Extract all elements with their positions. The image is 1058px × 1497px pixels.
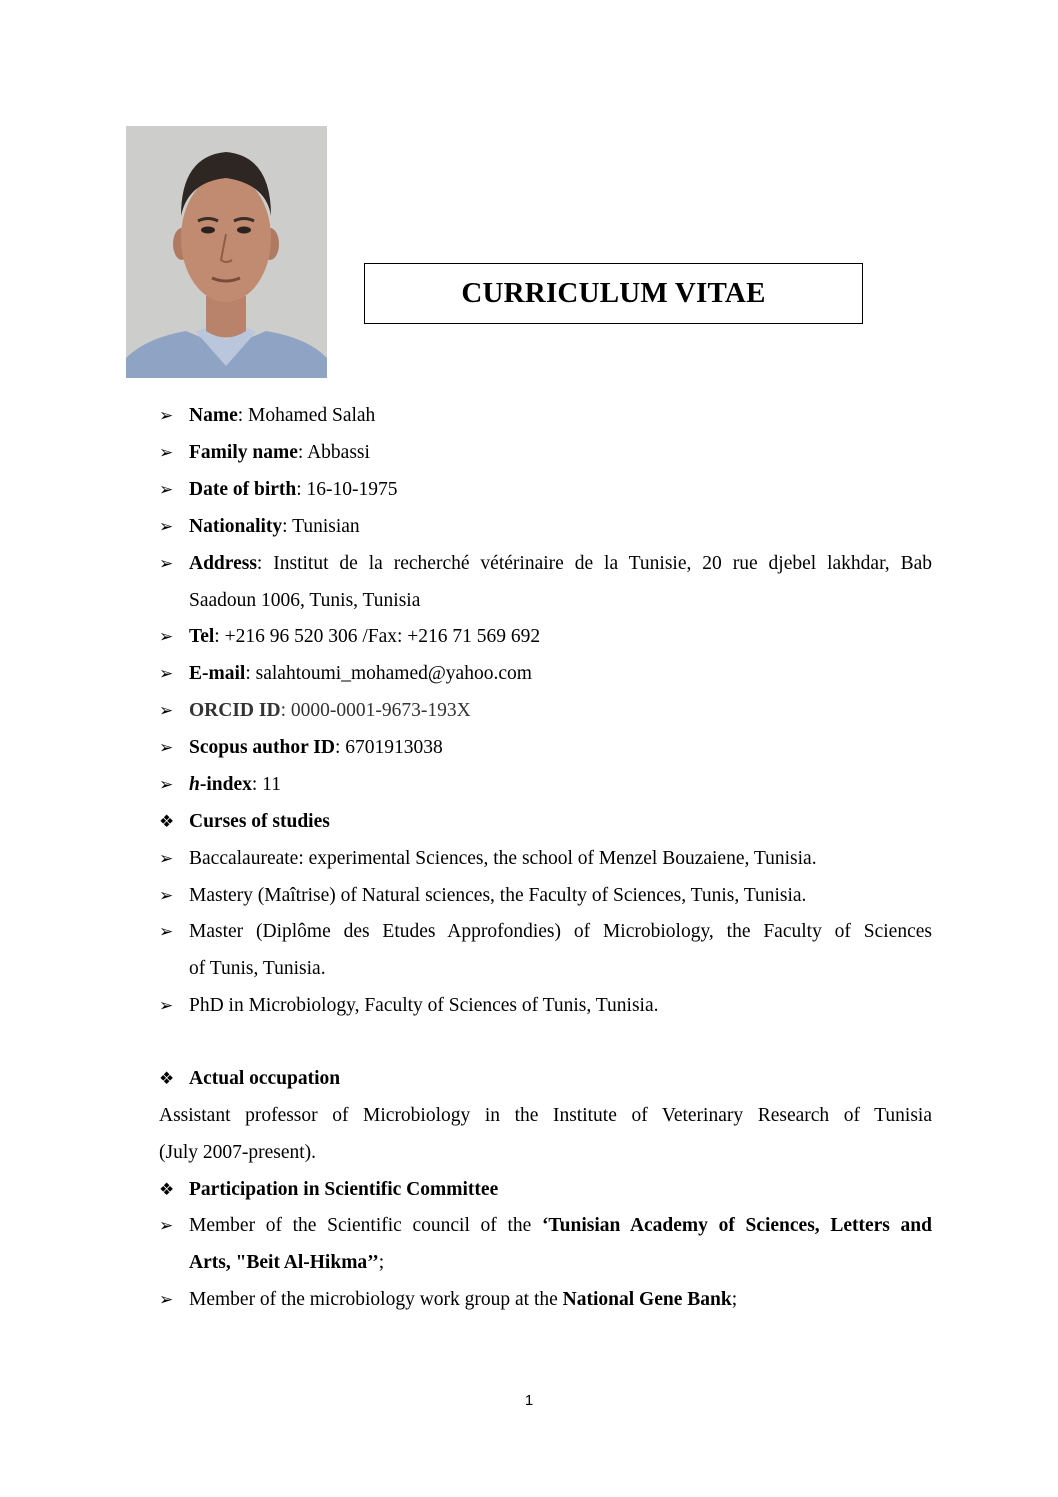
committee-item <box>189 1288 737 1312</box>
address-line <box>189 552 932 576</box>
occupation-text-2: (July 2007-present). <box>159 1142 317 1163</box>
bullet-arrow-icon: ➢ <box>159 1216 174 1235</box>
study-item: PhD in Microbiology, Faculty of Sciences of Tunis, Tunisia. <box>189 995 659 1016</box>
hindex-label: -index <box>199 774 252 795</box>
email-label: E-mail <box>189 663 246 684</box>
family-name-label: Family name <box>189 442 298 463</box>
orcid-line <box>189 699 471 723</box>
bullet-arrow-icon: ➢ <box>159 849 174 868</box>
address-label: Address <box>189 553 257 574</box>
name-label: Name <box>189 405 238 426</box>
family-name-line <box>189 441 370 465</box>
profile-photo <box>126 126 327 378</box>
scopus-line <box>189 736 443 760</box>
bullet-arrow-icon: ➢ <box>159 922 174 941</box>
dob-value: : 16-10-1975 <box>296 479 398 500</box>
academy-name-2: Arts, "Beit Al-Hikma’’ <box>189 1252 379 1273</box>
bullet-arrow-icon: ➢ <box>159 996 174 1015</box>
hindex-label-h: h <box>189 774 200 795</box>
committee-item-text: Member of the Scientific council of the <box>189 1215 542 1236</box>
bullet-arrow-icon: ➢ <box>159 627 174 646</box>
bullet-arrow-icon: ➢ <box>159 664 174 683</box>
cv-title: CURRICULUM VITAE <box>461 277 766 309</box>
hindex-line <box>189 773 281 797</box>
cv-title-box <box>364 263 863 324</box>
bullet-arrow-icon: ➢ <box>159 443 174 462</box>
tel-line <box>189 625 540 649</box>
page-number: 1 <box>524 1392 534 1409</box>
email-line <box>189 662 532 686</box>
study-item: Baccalaureate: experimental Sciences, the school of Menzel Bouzaiene, Tunisia. <box>189 848 817 869</box>
bullet-arrow-icon: ➢ <box>159 406 174 425</box>
nationality-label: Nationality <box>189 516 283 537</box>
study-item: Master (Diplôme des Etudes Approfondies) of Microbiology, the Faculty of Sciences <box>189 921 932 942</box>
bullet-arrow-icon: ➢ <box>159 517 174 536</box>
scopus-label: Scopus author ID <box>189 737 335 758</box>
bullet-arrow-icon: ➢ <box>159 480 174 499</box>
committee-item-end: ; <box>731 1289 738 1310</box>
name-value: : Mohamed Salah <box>237 405 376 426</box>
tel-label: Tel <box>189 626 215 647</box>
committee-item <box>189 1214 932 1238</box>
email-value: : salahtoumi_mohamed@yahoo.com <box>245 663 532 684</box>
dob-line <box>189 478 398 502</box>
bullet-diamond-icon: ❖ <box>159 1180 175 1199</box>
dob-label: Date of birth <box>189 479 297 500</box>
tel-value: : +216 96 520 306 /Fax: +216 71 569 692 <box>214 626 541 647</box>
name-line <box>189 404 375 428</box>
study-item-continued: of Tunis, Tunisia. <box>189 958 326 979</box>
gene-bank-name: National Gene Bank <box>562 1289 732 1310</box>
committee-heading: Participation in Scientific Committee <box>189 1179 499 1200</box>
study-item: Mastery (Maîtrise) of Natural sciences, the Faculty of Sciences, Tunis, Tunisia. <box>189 885 807 906</box>
bullet-arrow-icon: ➢ <box>159 554 174 573</box>
orcid-value: : 0000-0001-9673-193X <box>280 700 471 721</box>
occupation-text: Assistant professor of Microbiology in the Institute of Veterinary Research of Tunisia <box>159 1105 932 1126</box>
nationality-line <box>189 515 360 539</box>
committee-item-end: ; <box>378 1252 385 1273</box>
orcid-label: ORCID ID <box>189 700 281 721</box>
bullet-arrow-icon: ➢ <box>159 1290 174 1309</box>
committee-item-text: Member of the microbiology work group at the <box>189 1289 563 1310</box>
academy-name: ‘Tunisian Academy of Sciences, Letters and <box>541 1215 932 1236</box>
nationality-value: : Tunisian <box>282 516 360 537</box>
studies-heading: Curses of studies <box>189 811 330 832</box>
scopus-value: : 6701913038 <box>334 737 443 758</box>
family-name-value: : Abbassi <box>297 442 370 463</box>
bullet-arrow-icon: ➢ <box>159 886 174 905</box>
bullet-arrow-icon: ➢ <box>159 701 174 720</box>
hindex-value: : 11 <box>251 774 281 795</box>
bullet-diamond-icon: ❖ <box>159 1069 175 1088</box>
committee-item-continued <box>189 1251 384 1275</box>
bullet-arrow-icon: ➢ <box>159 775 174 794</box>
occupation-heading: Actual occupation <box>189 1068 341 1089</box>
address-value: : Institut de la recherché vétérinaire de la Tunisie, 20 rue djebel lakhdar, Bab <box>256 553 932 574</box>
bullet-arrow-icon: ➢ <box>159 738 174 757</box>
bullet-diamond-icon: ❖ <box>159 812 175 831</box>
address-line-2: Saadoun 1006, Tunis, Tunisia <box>189 590 421 611</box>
